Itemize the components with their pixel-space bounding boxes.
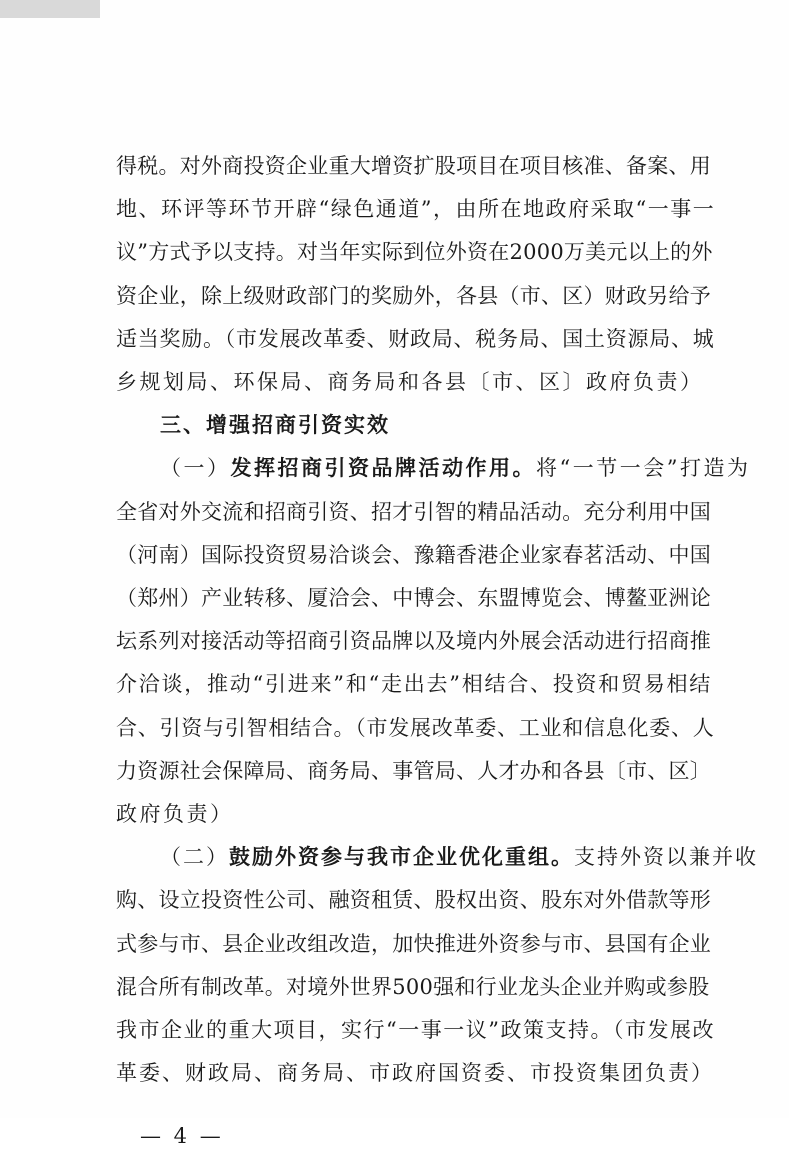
scan-mark [0,0,100,18]
paragraph-line: 革委、财政局、商务局、市政府国资委、市投资集团负责） [116,1061,714,1086]
paragraph-line: 乡规划局、环保局、商务局和各县〔市、区〕政府负责） [116,370,704,394]
item-first-line [160,842,758,872]
paragraph-line: 合、引资与引智相结合。（市发展改革委、工业和信息化委、人 [116,715,715,740]
paragraph-line: 混合所有制改革。对境外世界500强和行业龙头企业并购或参股 [116,974,710,999]
paragraph-line: 介洽谈，推动“引进来”和“走出去”相结合、投资和贸易相结 [116,672,712,697]
item-first-line [160,453,751,483]
item-label: （一） [160,456,231,481]
paragraph-line: 式参与市、县企业改组改造，加快推进外资参与市、县国有企业 [116,931,711,956]
paragraph-line: （郑州）产业转移、厦洽会、中博会、东盟博览会、博鳌亚洲论 [116,586,711,610]
item-text: 将“一节一会”打造为 [536,456,751,481]
paragraph-line: 购、设立投资性公司、融资租赁、股权出资、股东对外借款等形 [116,888,711,913]
paragraph-line: 议”方式予以支持。对当年实际到位外资在2000万美元以上的外 [116,240,713,265]
item-text: 支持外资以兼并收 [574,845,758,870]
page-number: — 4 — [140,1124,224,1149]
paragraph-line: 我市企业的重大项目，实行“一事一议”政策支持。（市发展改 [116,1018,715,1042]
paragraph-line: 全省对外交流和招商引资、招才引智的精品活动。充分利用中国 [116,499,711,524]
item-title: 鼓励外资参与我市企业优化重组。 [229,845,574,870]
paragraph-line: 适当奖励。（市发展改革委、财政局、税务局、国土资源局、城 [116,326,715,351]
paragraph-line: 资企业，除上级财政部门的奖励外，各县（市、区）财政另给予 [116,283,711,308]
paragraph-line: 力资源社会保障局、商务局、事管局、人才办和各县〔市、区〕 [116,758,711,783]
section-heading: 三、增强招商引资实效 [160,413,390,438]
item-label: （二） [160,845,229,870]
paragraph-line: （河南）国际投资贸易洽谈会、豫籍香港企业家春茗活动、中国 [116,542,711,567]
paragraph-line: 得税。对外商投资企业重大增资扩股项目在项目核准、备案、用 [116,154,711,178]
paragraph-line: 坛系列对接活动等招商引资品牌以及境内外展会活动进行招商推 [116,629,711,654]
paragraph-line: 地、环评等环节开辟“绿色通道”，由所在地政府采取“一事一 [116,197,716,222]
paragraph-line: 政府负责） [116,802,234,826]
item-title: 发挥招商引资品牌活动作用。 [230,456,536,481]
